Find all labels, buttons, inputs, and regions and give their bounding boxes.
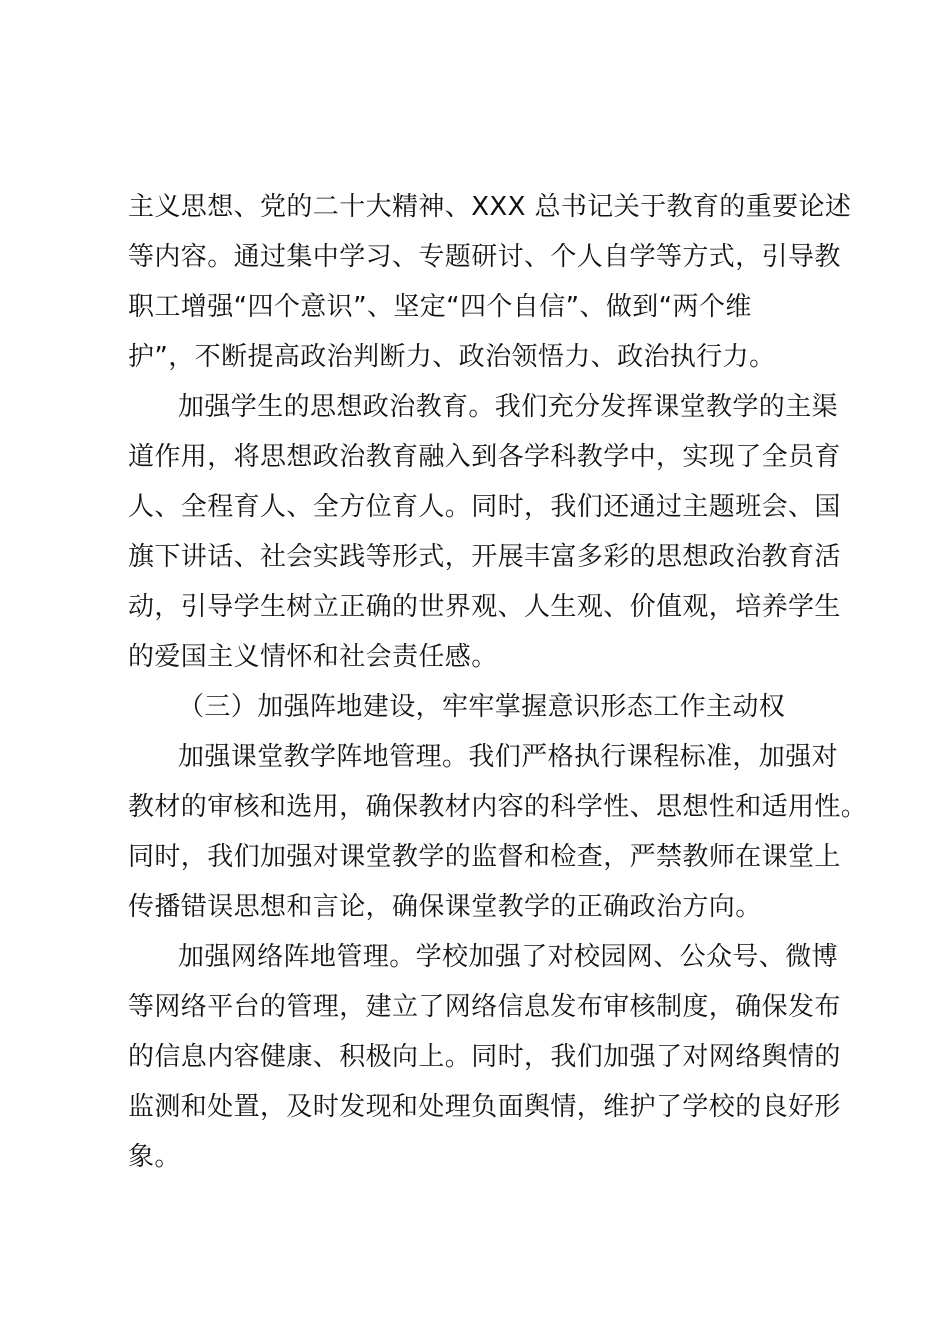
text-line: 道作用，将思想政治教育融入到各学科教学中，实现了全员育 xyxy=(128,442,841,472)
text-line: 动，引导学生树立正确的世界观、人生观、价值观，培养学生 xyxy=(128,592,841,622)
text-line: 主义思想、党的二十大精神、XXX 总书记关于教育的重要论述 xyxy=(128,192,852,222)
text-line: 教材的审核和选用，确保教材内容的科学性、思想性和适用性。 xyxy=(128,792,868,822)
text-line: 传播错误思想和言论，确保课堂教学的正确政治方向。 xyxy=(128,892,762,922)
text-line: 旗下讲话、社会实践等形式，开展丰富多彩的思想政治教育活 xyxy=(128,542,841,572)
text-line: 等网络平台的管理，建立了网络信息发布审核制度，确保发布 xyxy=(128,992,841,1022)
text-line: 同时，我们加强对课堂教学的监督和检查，严禁教师在课堂上 xyxy=(128,842,841,872)
text-line: 职工增强“四个意识”、坚定“四个自信”、做到“两个维 xyxy=(128,292,752,322)
text-line: 监测和处置，及时发现和处理负面舆情，维护了学校的良好形 xyxy=(128,1092,841,1122)
text-line: 的信息内容健康、积极向上。同时，我们加强了对网络舆情的 xyxy=(128,1042,841,1072)
text-line: 象。 xyxy=(128,1142,181,1172)
paragraph-first-line: 加强课堂教学阵地管理。我们严格执行课程标准，加强对 xyxy=(178,742,839,772)
paragraph-first-line: 加强网络阵地管理。学校加强了对校园网、公众号、微博 xyxy=(178,942,839,972)
text-line: 护”，不断提高政治判断力、政治领悟力、政治执行力。 xyxy=(128,342,776,372)
text-line: 人、全程育人、全方位育人。同时，我们还通过主题班会、国 xyxy=(128,492,841,522)
section-heading: （三）加强阵地建设，牢牢掌握意识形态工作主动权 xyxy=(178,692,786,722)
paragraph-first-line: 加强学生的思想政治教育。我们充分发挥课堂教学的主渠 xyxy=(178,392,839,422)
text-line: 的爱国主义情怀和社会责任感。 xyxy=(128,642,498,672)
text-line: 等内容。通过集中学习、专题研讨、个人自学等方式，引导教 xyxy=(128,242,841,272)
